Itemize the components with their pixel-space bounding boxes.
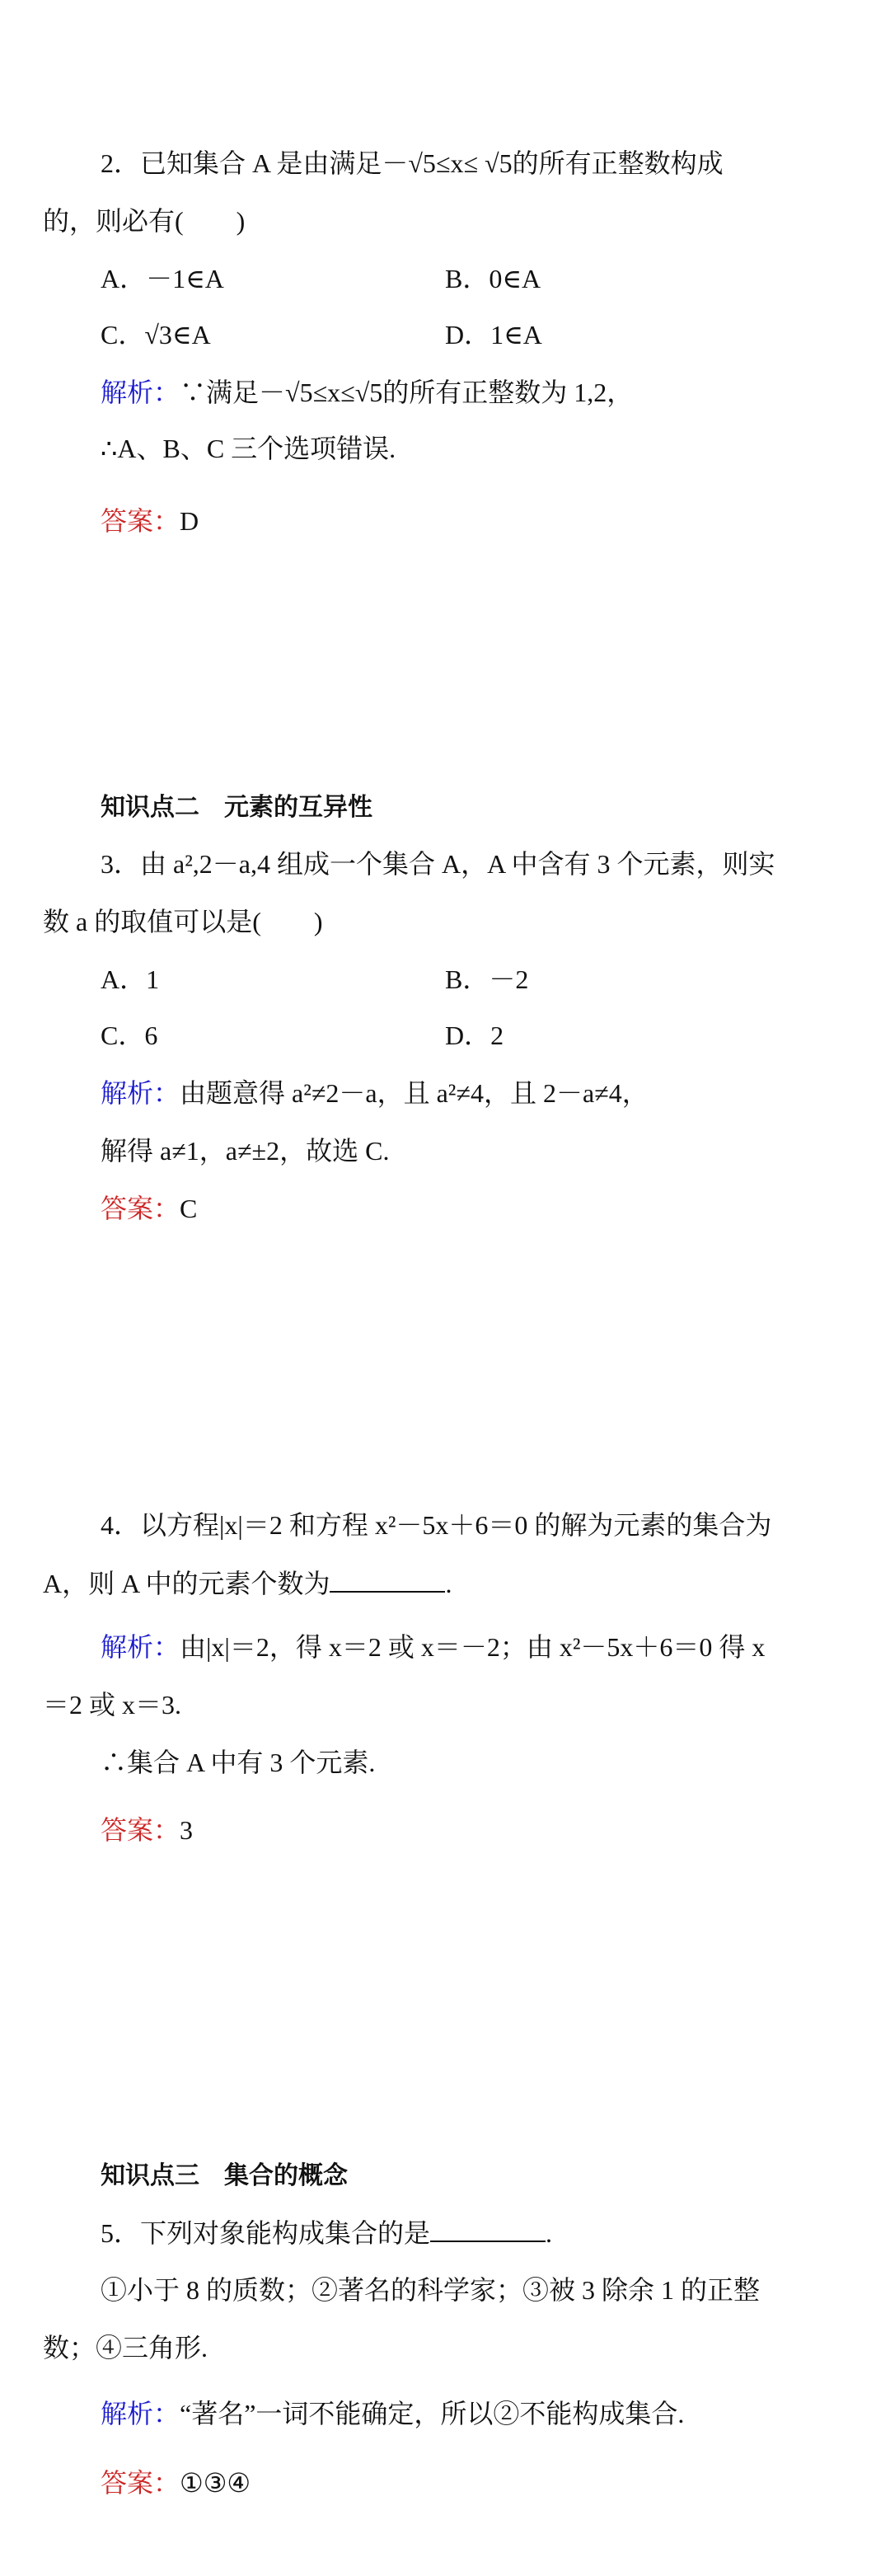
q3-analysis-line1 — [0, 1077, 890, 1110]
q3-option-c: C．6 — [101, 1021, 158, 1050]
q4-analysis-line3: ∴集合 A 中有 3 个元素. — [101, 1748, 376, 1777]
q2-analysis-line1 — [0, 376, 890, 409]
answer-label: 答案： — [101, 1814, 180, 1846]
analysis-label: 解析： — [101, 1077, 180, 1109]
q2-stem-line1: 2．已知集合 A 是由满足－√5≤x≤ √5的所有正整数构成 — [101, 148, 724, 178]
q3-option-d: D．2 — [445, 1021, 504, 1050]
q3-answer — [0, 1192, 890, 1225]
answer-label: 答案： — [101, 2467, 180, 2499]
q2-answer — [0, 504, 890, 537]
q5-answer-value: ①③④ — [180, 2468, 251, 2498]
answer-label: 答案： — [101, 1193, 180, 1224]
q2-analysis-line2: ∴A、B、C 三个选项错误. — [101, 434, 396, 463]
q3-analysis-line2: 解得 a≠1，a≠±2，故选 C. — [101, 1136, 390, 1166]
q4-stem-line1: 4．以方程|x|＝2 和方程 x²－5x＋6＝0 的解为元素的集合为 — [101, 1510, 772, 1540]
analysis-label: 解析： — [101, 377, 180, 408]
q2-option-d: D．1∈A — [445, 320, 542, 350]
analysis-label: 解析： — [101, 1631, 180, 1663]
q5-stem-line2: ①小于 8 的质数；②著名的科学家；③被 3 除余 1 的正整 — [101, 2275, 761, 2305]
q5-stem-line1 — [0, 2216, 890, 2250]
q4-answer-value: 3 — [180, 1815, 194, 1845]
answer-label: 答案： — [101, 505, 180, 537]
q5-answer — [0, 2466, 890, 2499]
q4-analysis-text: 由|x|＝2，得 x＝2 或 x＝－2；由 x²－5x＋6＝0 得 x — [180, 1632, 766, 1662]
q4-stem-line2 — [0, 1566, 890, 1600]
section-heading-3: 知识点三 集合的概念 — [101, 2161, 348, 2190]
q4-analysis-line1 — [0, 1631, 890, 1663]
q5-stem-text: 5．下列对象能构成集合的是 — [101, 2218, 431, 2248]
answer-blank — [430, 2216, 546, 2242]
q5-analysis-line1 — [0, 2397, 890, 2430]
q3-stem-line1: 3．由 a²,2－a,4 组成一个集合 A，A 中含有 3 个元素，则实 — [101, 849, 775, 879]
q3-answer-value: C — [180, 1194, 198, 1223]
q5-analysis-text: “著名”一词不能确定，所以②不能构成集合. — [180, 2399, 685, 2428]
answer-blank — [330, 1566, 445, 1593]
q4-analysis-line2: ＝2 或 x＝3. — [43, 1690, 182, 1720]
analysis-label: 解析： — [101, 2398, 180, 2429]
q2-option-c: C．√3∈A — [101, 320, 211, 350]
q4-stem-text: A，则 A 中的元素个数为 — [43, 1569, 330, 1598]
q4-answer — [0, 1814, 890, 1846]
q3-option-b: B．－2 — [445, 964, 529, 994]
q3-stem-line2: 数 a 的取值可以是( ) — [43, 907, 323, 936]
q2-option-a: A．－1∈A — [101, 264, 224, 293]
q5-stem-line3: 数；④三角形. — [43, 2333, 208, 2363]
q2-option-b: B．0∈A — [445, 264, 541, 293]
q2-answer-value: D — [180, 506, 199, 536]
q4-stem-end: . — [445, 1569, 452, 1598]
q2-stem-line2: 的，则必有( ) — [43, 206, 246, 236]
q5-stem-end: . — [546, 2218, 553, 2248]
q3-option-a: A．1 — [101, 964, 160, 994]
q2-analysis-text: ∵满足－√5≤x≤√5的所有正整数为 1,2， — [180, 378, 634, 407]
q3-analysis-text: 由题意得 a²≠2－a，且 a²≠4，且 2－a≠4， — [180, 1078, 649, 1108]
section-heading-2: 知识点二 元素的互异性 — [101, 793, 372, 822]
